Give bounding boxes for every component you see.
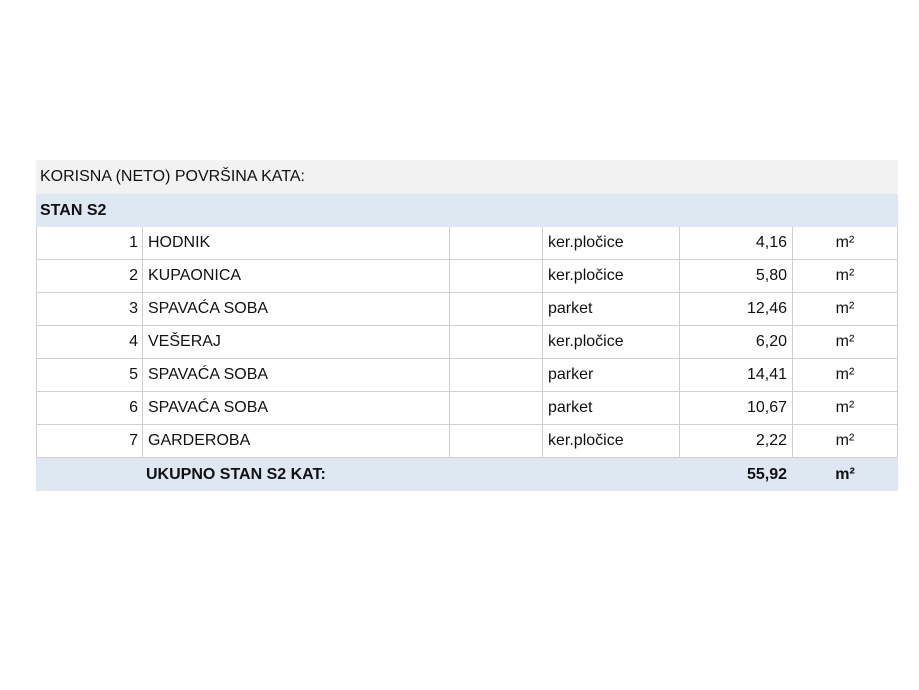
room-name: SPAVAĆA SOBA [142, 293, 449, 325]
empty-cell [449, 227, 542, 259]
total-value: 55,92 [746, 465, 787, 483]
area-value: 2,22 [679, 425, 792, 457]
area-unit: m² [792, 326, 898, 358]
area-value: 6,20 [679, 326, 792, 358]
area-value: 10,67 [679, 392, 792, 424]
floor-material: ker.pločice [542, 425, 679, 457]
total-row [36, 458, 898, 491]
empty-cell [449, 260, 542, 292]
area-value: 5,80 [679, 260, 792, 292]
empty-cell [449, 425, 542, 457]
row-number: 4 [36, 326, 142, 358]
table-row [36, 227, 898, 260]
area-table [36, 160, 898, 491]
table-row [36, 359, 898, 392]
section-title: STAN S2 [40, 201, 107, 219]
area-value: 12,46 [679, 293, 792, 325]
room-name: VEŠERAJ [142, 326, 449, 358]
area-value: 4,16 [679, 227, 792, 259]
table-title: KORISNA (NETO) POVRŠINA KATA: [40, 168, 305, 185]
row-number: 3 [36, 293, 142, 325]
table-row [36, 260, 898, 293]
floor-material: parket [542, 293, 679, 325]
room-name: KUPAONICA [142, 260, 449, 292]
floor-material: ker.pločice [542, 227, 679, 259]
empty-cell [449, 293, 542, 325]
section-header-row [36, 194, 898, 227]
table-row [36, 293, 898, 326]
table-row [36, 425, 898, 458]
row-number: 6 [36, 392, 142, 424]
empty-cell [449, 392, 542, 424]
row-number: 2 [36, 260, 142, 292]
area-unit: m² [792, 425, 898, 457]
empty-cell [449, 326, 542, 358]
room-name: SPAVAĆA SOBA [142, 392, 449, 424]
total-unit: m² [835, 465, 855, 483]
row-number: 5 [36, 359, 142, 391]
area-unit: m² [792, 359, 898, 391]
row-number: 7 [36, 425, 142, 457]
area-unit: m² [792, 227, 898, 259]
room-name: GARDEROBA [142, 425, 449, 457]
floor-material: parker [542, 359, 679, 391]
empty-cell [449, 359, 542, 391]
floor-material: parket [542, 392, 679, 424]
table-title-row [36, 160, 898, 194]
area-unit: m² [792, 293, 898, 325]
area-unit: m² [792, 260, 898, 292]
floor-material: ker.pločice [542, 326, 679, 358]
table-row [36, 326, 898, 359]
room-name: SPAVAĆA SOBA [142, 359, 449, 391]
area-value: 14,41 [679, 359, 792, 391]
floor-material: ker.pločice [542, 260, 679, 292]
row-number: 1 [36, 227, 142, 259]
room-name: HODNIK [142, 227, 449, 259]
table-row [36, 392, 898, 425]
total-label: UKUPNO STAN S2 KAT: [146, 465, 326, 483]
area-unit: m² [792, 392, 898, 424]
